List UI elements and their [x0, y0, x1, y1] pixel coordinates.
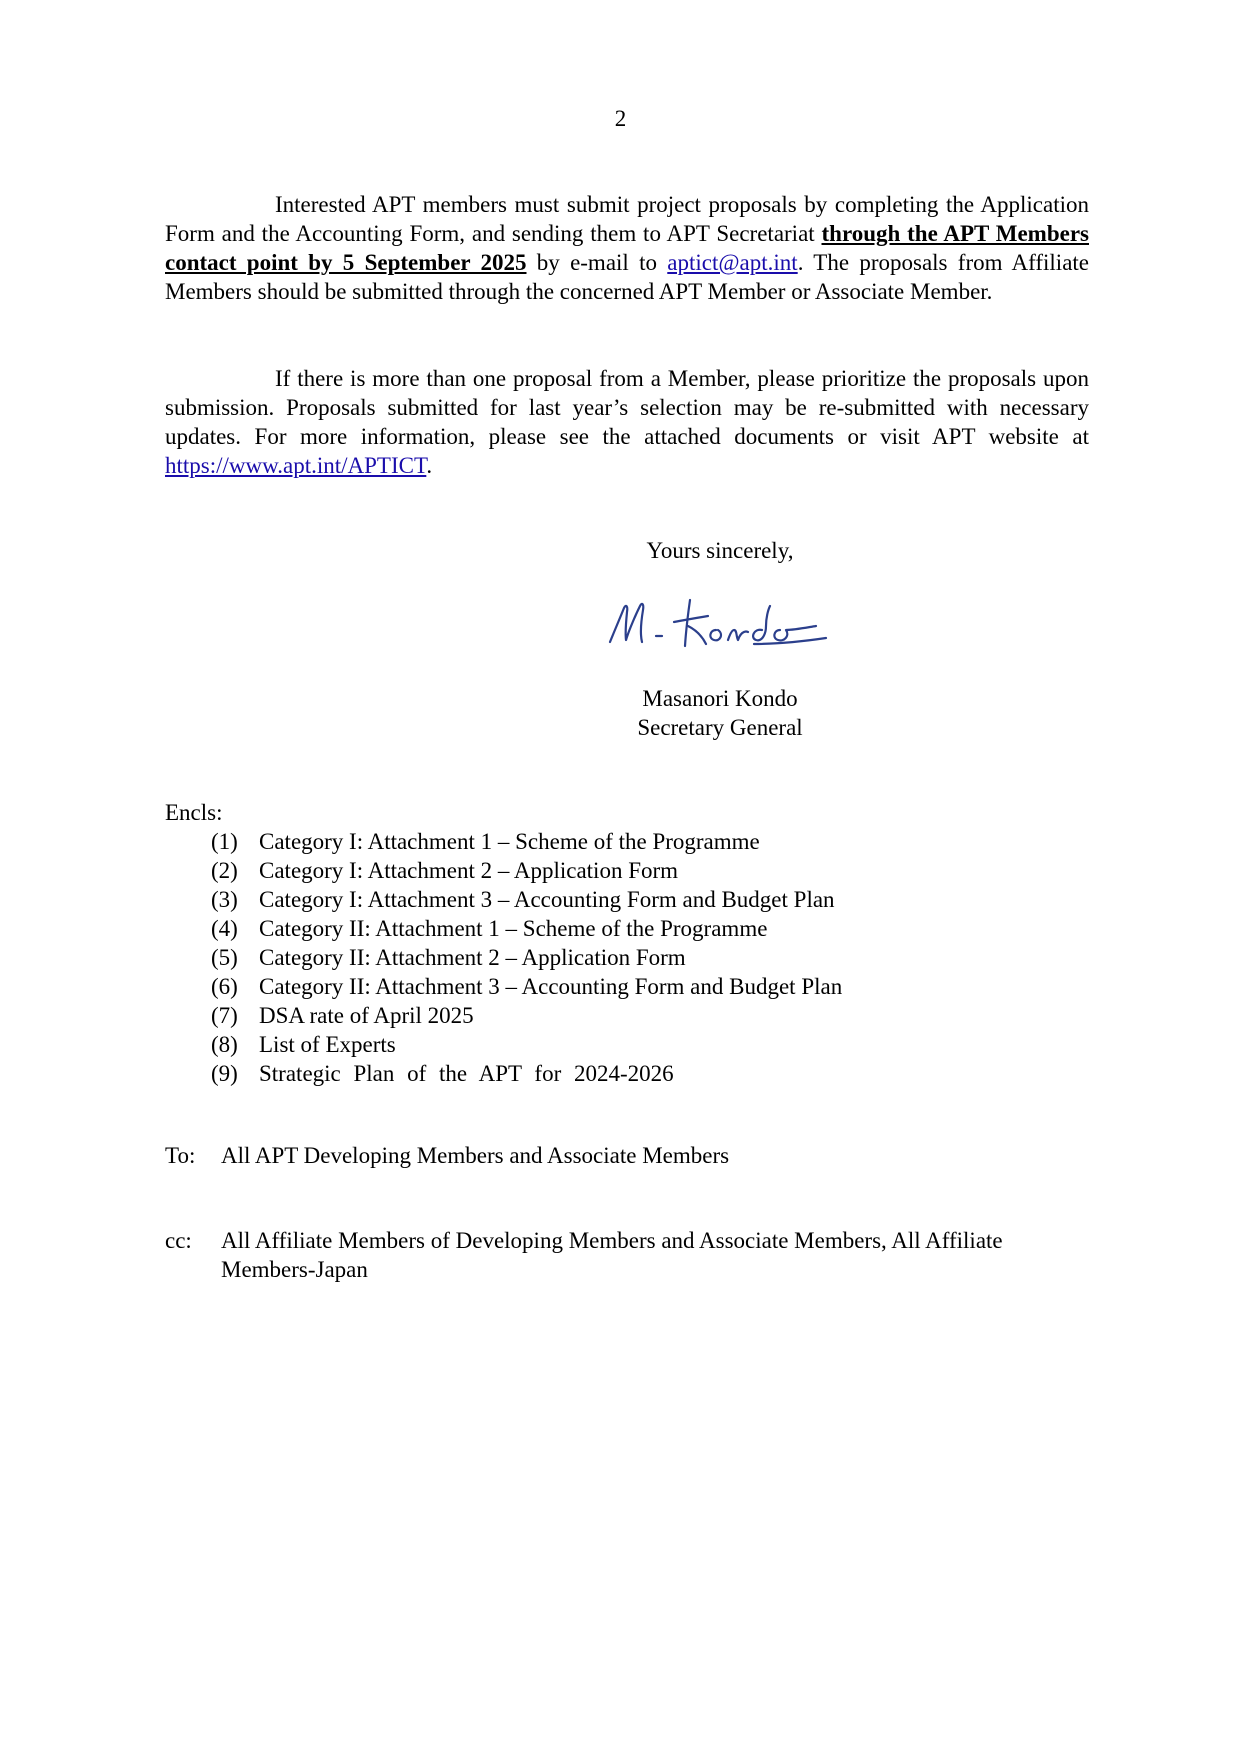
enclosures-list: [211, 827, 842, 1088]
enclosure-item: [211, 914, 842, 943]
enclosure-text: Category I: Attachment 3 – Accounting Form and Budget Plan: [259, 887, 835, 912]
closing-phrase: Yours sincerely,: [646, 538, 794, 563]
page-number: 2: [614, 106, 627, 131]
enclosure-text: Strategic Plan of the APT for 2024-2026: [259, 1061, 674, 1086]
paragraph-text: by e-mail to: [526, 250, 668, 275]
enclosure-number: (2): [211, 858, 238, 883]
website-link[interactable]: https://www.apt.int/APTICT: [165, 453, 427, 478]
enclosure-item: [211, 943, 842, 972]
cc-recipients: All Affiliate Members of Developing Members and Associate Members, All Affiliate Members-Japan: [221, 1228, 1003, 1282]
enclosure-item: [211, 1030, 842, 1059]
paragraph-text: If there is more than one proposal from a Member, please prioritize the proposals upon submission. Proposals submitted for last year’s selection may be re-submitted with necessary updates. For more information, please see the attached documents or visit APT website at: [165, 366, 1089, 449]
enclosure-text: Category I: Attachment 2 – Application Form: [259, 858, 679, 883]
enclosure-number: (4): [211, 916, 238, 941]
paragraph-text: Interested APT members must submit project proposals by completing the Application Form and the Accounting Form, and sending them to APT Secretariat: [165, 192, 1089, 246]
enclosure-text: Category II: Attachment 2 – Application Form: [259, 945, 686, 970]
paragraph-text: . The proposals from Affiliate Members should be submitted through the concerned APT Member or Associate Member.: [165, 250, 1090, 304]
signer-name: Masanori Kondo: [642, 686, 798, 711]
enclosure-text: DSA rate of April 2025: [259, 1003, 474, 1028]
to-label: To:: [165, 1143, 196, 1168]
enclosure-text: Category II: Attachment 3 – Accounting Form and Budget Plan: [259, 974, 843, 999]
deadline-emphasis: through the APT Members contact point by 5 September 2025: [165, 221, 1089, 275]
enclosure-text: Category II: Attachment 1 – Scheme of the Programme: [259, 916, 768, 941]
paragraph-prioritize: [165, 364, 1089, 480]
enclosure-number: (6): [211, 974, 238, 999]
enclosure-number: (3): [211, 887, 238, 912]
signer-title: Secretary General: [637, 715, 803, 740]
signature-image: [604, 596, 838, 662]
enclosure-number: (8): [211, 1032, 238, 1057]
enclosure-text: Category I: Attachment 1 – Scheme of the Programme: [259, 829, 760, 854]
enclosure-number: (1): [211, 829, 238, 854]
cc-label: cc:: [165, 1228, 192, 1253]
paragraph-text: .: [426, 453, 433, 478]
enclosure-item: [211, 885, 842, 914]
paragraph-submission: [165, 190, 1089, 306]
enclosures-title: Encls:: [165, 800, 223, 825]
enclosure-item: [211, 856, 842, 885]
enclosure-item: [211, 1001, 842, 1030]
enclosure-item: [211, 1059, 842, 1088]
email-link[interactable]: aptict@apt.int: [667, 250, 798, 275]
enclosure-text: List of Experts: [259, 1032, 396, 1057]
enclosure-number: (9): [211, 1061, 238, 1086]
enclosure-item: [211, 827, 842, 856]
signature-text: [838, 596, 839, 597]
to-recipients: All APT Developing Members and Associate Members: [221, 1143, 730, 1168]
enclosure-item: [211, 972, 842, 1001]
enclosure-number: (5): [211, 945, 238, 970]
enclosure-number: (7): [211, 1003, 238, 1028]
